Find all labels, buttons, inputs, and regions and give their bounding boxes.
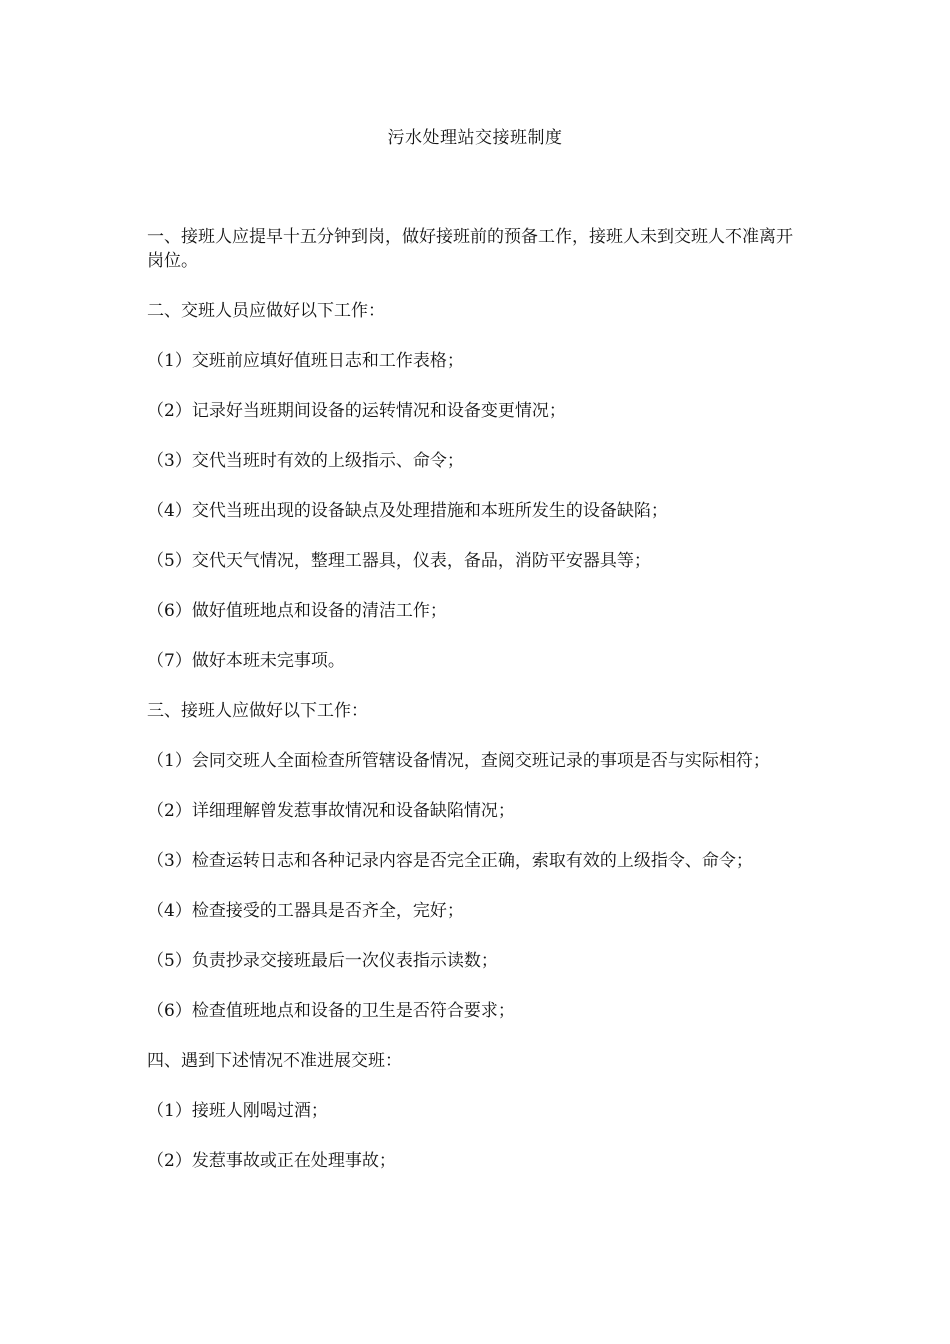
document-body — [147, 225, 807, 1199]
paragraph-section-2-heading: 二、交班人员应做好以下工作： — [147, 301, 385, 321]
paragraph-item: （7）做好本班未完事项。 — [147, 651, 345, 671]
paragraph-item: （2）详细理解曾发惹事故情况和设备缺陷情况； — [147, 801, 515, 821]
paragraph-item: （1）会同交班人全面检查所管辖设备情况，查阅交班记录的事项是否与实际相符； — [147, 751, 770, 771]
paragraph-item: （5）交代天气情况，整理工器具，仪表，备品，消防平安器具等； — [147, 551, 651, 571]
paragraph-item: （3）交代当班时有效的上级指示、命令； — [147, 451, 464, 471]
paragraph-item: （6）检查值班地点和设备的卫生是否符合要求； — [147, 1001, 515, 1021]
paragraph-item: （4）交代当班出现的设备缺点及处理措施和本班所发生的设备缺陷； — [147, 501, 668, 521]
paragraph-section-3-heading: 三、接班人应做好以下工作： — [147, 701, 368, 721]
paragraph-item: （2）发惹事故或正在处理事故； — [147, 1151, 396, 1171]
paragraph-item: （5）负责抄录交接班最后一次仪表指示读数； — [147, 951, 498, 971]
paragraph-section-1: 一、接班人应提早十五分钟到岗，做好接班前的预备工作，接班人未到交班人不准离开岗位。 — [147, 227, 793, 271]
document-title: 污水处理站交接班制度 — [387, 128, 563, 148]
paragraph-section-4-heading: 四、遇到下述情况不准进展交班： — [147, 1051, 402, 1071]
paragraph-item: （3）检查运转日志和各种记录内容是否完全正确，索取有效的上级指令、命令； — [147, 851, 753, 871]
paragraph-item: （2）记录好当班期间设备的运转情况和设备变更情况； — [147, 401, 566, 421]
paragraph-item: （1）接班人刚喝过酒； — [147, 1101, 328, 1121]
paragraph-item: （6）做好值班地点和设备的清洁工作； — [147, 601, 447, 621]
paragraph-item: （4）检查接受的工器具是否齐全，完好； — [147, 901, 464, 921]
paragraph-item: （1）交班前应填好值班日志和工作表格； — [147, 351, 464, 371]
